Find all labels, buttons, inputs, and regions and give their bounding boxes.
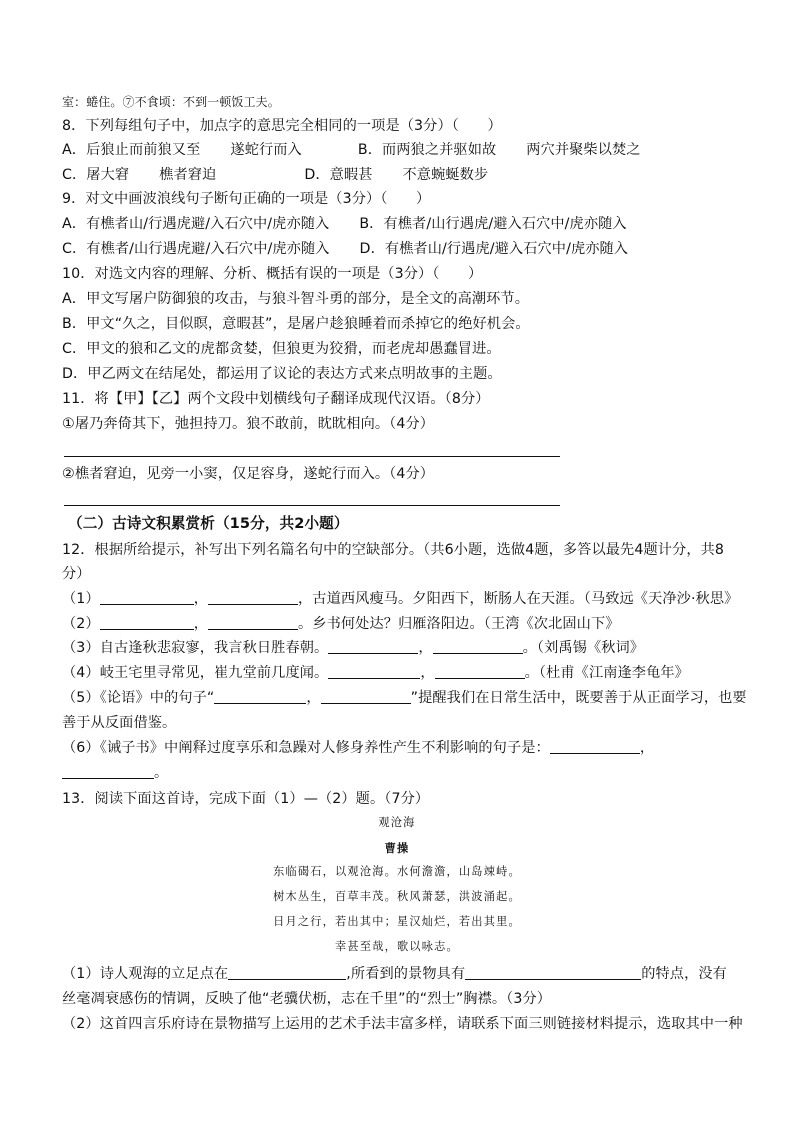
q12-item-3-blank-b[interactable]: [433, 639, 523, 654]
q8-c-part2: 樵者窘迫: [159, 167, 217, 183]
answer-line-1[interactable]: [64, 456, 560, 457]
q12-item-1-text: ，古道西风瘦马。夕阳西下，断肠人在天涯。（马致远《天净沙·秋思》: [298, 591, 739, 607]
poem-line-3-text: 日月之行，若出其中；星汉灿烂，若出其里。: [273, 915, 521, 928]
q13-sub-1-blank-a[interactable]: [228, 965, 346, 980]
poem-line-4: [0, 939, 794, 955]
q11-sentence-2-text: ②樵者窘迫，见旁一小窦，仅足容身，遂蛇行而入。（4分）: [62, 466, 435, 482]
q12-item-3: [62, 638, 644, 658]
q12-item-1-blank-a[interactable]: [100, 590, 194, 605]
q12-item-3-text: （3）自古逢秋悲寂寥，我言秋日胜春朝。: [62, 640, 329, 656]
q13-sub-2: [62, 1014, 743, 1034]
q10-stem: [62, 264, 482, 284]
q9-stem: [62, 189, 430, 209]
q13-stem: [62, 789, 429, 809]
q12-item-6: [62, 738, 654, 758]
q13-sub-1-text-c: 的特点，没有: [641, 966, 727, 982]
q12-item-2: [62, 614, 620, 634]
period: 。: [154, 765, 169, 781]
q12-item-1: [62, 589, 738, 609]
q8-stem-text: 8．下列每组句子中，加点字的意思完全相同的一项是（3分）（ ）: [62, 118, 502, 134]
q10-option-c-text: C．甲文的狼和乙文的虎都贪婪，但狼更为狡猾，而老虎却愚蠢冒进。: [62, 341, 501, 357]
q12-item-3-source: 。（刘禹锡《秋词》: [522, 640, 645, 656]
q8-b-part1: B．而两狼之并驱如故: [357, 142, 497, 158]
q13-sub-1-text-a: （1）诗人观海的立足点在: [62, 966, 229, 982]
q12-item-4-source: 。（杜甫《江南逢李龟年》: [524, 665, 689, 681]
q12-stem-cont-text: 分）: [62, 566, 91, 582]
q11-stem: [62, 389, 490, 409]
section2-heading-text: （二）古诗文积累赏析（15分，共2小题）: [68, 515, 349, 532]
q9-option-d: D．有樵者山/行遇虎/避入石穴中/虎亦随入: [359, 241, 629, 257]
poem-line-3: [0, 914, 794, 930]
q8-options-cd: [62, 165, 488, 185]
q9-option-b: B．有樵者/山行遇虎/避入石穴中/虎亦随入: [359, 216, 627, 232]
q10-option-b-text: B．甲文“久之，目似瞑，意暇甚”，是屠户趁狼睡着而杀掉它的绝好机会。: [62, 316, 530, 332]
q10-option-d-text: D．甲乙两文在结尾处，都运用了议论的表达方式来点明故事的主题。: [62, 366, 502, 382]
q12-item-4: [62, 663, 689, 683]
q9-option-c: C．有樵者/山行遇虎避/入石穴中/虎亦随入: [62, 241, 330, 257]
q12-stem-text: 12．根据所给提示，补写出下列名篇名句中的空缺部分。（共6小题，选做4题，多答以最先4题计分，共8: [62, 542, 725, 558]
q8-a-part1: A．后狼止而前狼又至: [62, 142, 201, 158]
q12-item-4-blank-a[interactable]: [328, 664, 420, 679]
q10-option-a-text: A．甲文写屠户防御狼的攻击，与狼斗智斗勇的部分，是全文的高潮环节。: [62, 291, 530, 307]
q12-item-2-blank-b[interactable]: [208, 615, 298, 630]
poem-line-2: [0, 889, 794, 905]
q12-item-6-blank-b[interactable]: [62, 764, 154, 779]
q12-stem-cont: [62, 564, 91, 584]
q12-item-6-blank-a[interactable]: [550, 739, 640, 754]
poem-line-1: [0, 864, 794, 880]
q12-item-5-prefix: （5）《论语》中的句子“: [62, 690, 215, 706]
comma: ，: [306, 690, 321, 706]
q9-option-a: A．有樵者山/行遇虎避/入石穴中/虎亦随入: [62, 216, 330, 232]
q8-b-part2: 两穴并聚柴以焚之: [526, 142, 641, 158]
q8-a-part2: 遂蛇行而入: [230, 142, 302, 158]
q12-item-5-blank-a[interactable]: [214, 689, 306, 704]
q8-d-part2: 不意蜿蜒数步: [402, 167, 489, 183]
q11-stem-text: 11．将【甲】【乙】两个文段中划横线句子翻译成现代汉语。（8分）: [62, 391, 490, 407]
q10-option-d: [62, 364, 502, 384]
poem-author-text: 曹操: [384, 841, 410, 855]
poem-line-4-text: 幸甚至哉，歌以咏志。: [335, 940, 459, 953]
poem-line-1-text: 东临碣石，以观沧海。水何澹澹，山岛竦峙。: [273, 865, 521, 878]
poem-title: [0, 815, 794, 831]
q12-item-5-text: ”提醒我们在日常生活中，既要善于从正面学习，也要: [410, 690, 747, 706]
q13-sub-1-blank-b[interactable]: [465, 965, 641, 980]
poem-title-text: 观沧海: [378, 816, 416, 829]
q12-item-3-blank-a[interactable]: [328, 639, 418, 654]
q12-item-2-text: 。乡书何处达？归雁洛阳边。（王湾《次北固山下》: [298, 616, 620, 632]
q12-item-5-cont: [62, 713, 176, 733]
q12-item-4-text: （4）岐王宅里寻常见，崔九堂前几度闻。: [62, 665, 329, 681]
answer-line-2[interactable]: [64, 505, 560, 506]
q11-sentence-1-text: ①屠乃奔倚其下，弛担持刀。狼不敢前，眈眈相向。（4分）: [62, 416, 435, 432]
q13-sub-2-text: （2）这首四言乐府诗在景物描写上运用的艺术手法丰富多样，请联系下面三则链接材料提示，选取其中一种: [62, 1016, 743, 1032]
poem-line-2-text: 树木丛生，百草丰茂。秋风萧瑟，洪波涌起。: [273, 890, 521, 903]
q10-option-c: [62, 339, 501, 359]
q12-stem: [62, 540, 724, 560]
comma: ，: [420, 665, 435, 681]
footnote-text: 室：蜷住。⑦不食顷：不到一顿饭工夫。: [62, 95, 280, 109]
q12-item-6-text: （6）《诫子书》中阐释过度享乐和急躁对人修身养性产生不利影响的句子是：: [62, 740, 550, 756]
q13-sub-1-text-b: ,所看到的景物具有: [346, 966, 466, 982]
q10-option-a: [62, 289, 529, 309]
q9-options-ab: [62, 214, 627, 234]
q10-option-b: [62, 314, 530, 334]
comma: ，: [639, 740, 655, 756]
q9-stem-text: 9．对文中画波浪线句子断句正确的一项是（3分）（ ）: [62, 191, 431, 207]
q13-sub-1-cont-text: 丝毫凋衰感伤的情调，反映了他“老骥伏枥，志在千里”的“烈士”胸襟。（3分）: [62, 991, 552, 1007]
poem-author: [0, 840, 794, 856]
q12-item-5: [62, 688, 747, 708]
q12-item-5-cont-text: 善于从反面借鉴。: [62, 715, 177, 731]
q9-options-cd: [62, 239, 628, 259]
q8-d-part1: D．意暇甚: [304, 167, 373, 183]
q13-sub-1-cont: [62, 989, 551, 1009]
q13-stem-text: 13．阅读下面这首诗，完成下面（1）—（2）题。（7分）: [62, 791, 430, 807]
comma: ，: [418, 640, 433, 656]
q12-item-6-cont: [62, 763, 168, 783]
q12-item-2-blank-a[interactable]: [100, 615, 194, 630]
q8-c-part1: C．屠大窘: [62, 167, 130, 183]
comma: ，: [193, 616, 208, 632]
q12-item-1-blank-b[interactable]: [208, 590, 298, 605]
q8-options-ab: [62, 140, 641, 160]
section2-heading: [68, 514, 349, 534]
q8-stem: [62, 116, 502, 136]
q12-item-2-number: （2）: [62, 616, 100, 632]
q12-item-4-blank-b[interactable]: [435, 664, 525, 679]
q13-sub-1: [62, 964, 727, 984]
footnote-line: [62, 92, 280, 112]
comma: ，: [193, 591, 208, 607]
q12-item-5-blank-b[interactable]: [321, 689, 411, 704]
q11-sentence-2: [62, 464, 434, 484]
q10-stem-text: 10．对选文内容的理解、分析、概括有误的一项是（3分）（ ）: [62, 266, 483, 282]
q12-item-1-number: （1）: [62, 591, 100, 607]
q11-sentence-1: [62, 414, 434, 434]
